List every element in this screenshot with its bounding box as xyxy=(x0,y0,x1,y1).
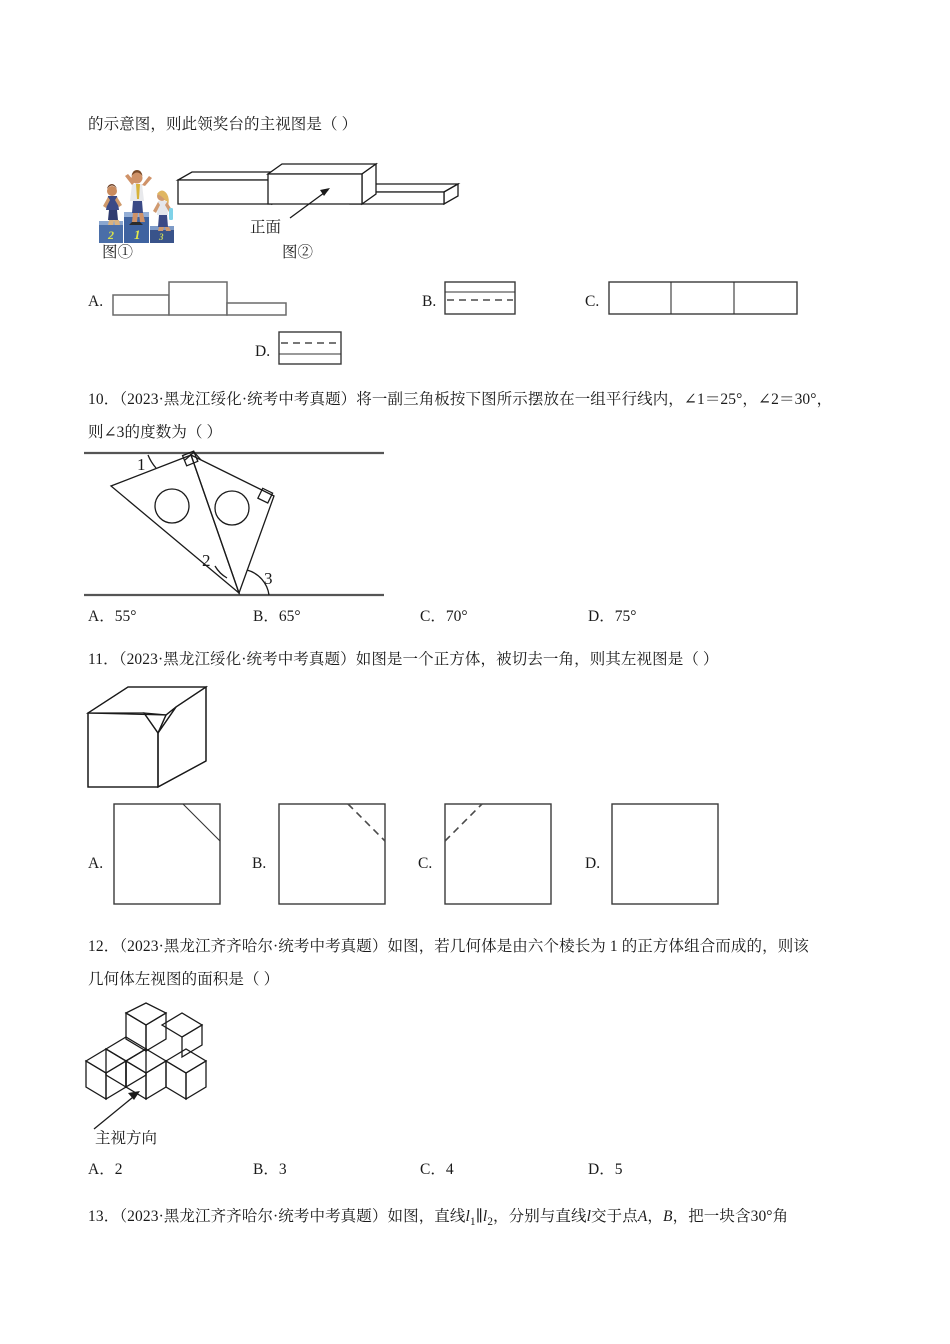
question-10-stem-line2: 则∠3的度数为（ ） xyxy=(88,424,223,441)
q10-option-a[interactable] xyxy=(88,604,136,626)
q13-point-a: A xyxy=(637,1208,648,1225)
q12-source: （2023·黑龙江齐齐哈尔·统考中考真题） xyxy=(119,938,388,955)
q9-option-b-label[interactable]: B. xyxy=(422,293,437,310)
q13-point-b: B xyxy=(663,1208,673,1225)
q11-cut-cube-figure xyxy=(78,683,230,795)
q11-option-a-figure[interactable] xyxy=(113,803,221,905)
q12-option-a-value: 2 xyxy=(114,1161,123,1178)
q10-option-d-key: D． xyxy=(588,608,615,625)
q9-option-c-figure[interactable] xyxy=(608,281,798,315)
q10-source: （2023·黑龙江绥化·统考中考真题） xyxy=(119,391,357,408)
q11-source: （2023·黑龙江绥化·统考中考真题） xyxy=(118,651,356,668)
q12-option-c-key: C． xyxy=(420,1161,446,1178)
svg-text:3: 3 xyxy=(159,232,164,242)
podium-3d-figure xyxy=(172,160,462,222)
q12-option-d-key: D． xyxy=(588,1161,615,1178)
q11-option-c-figure[interactable] xyxy=(444,803,552,905)
q10-option-b[interactable] xyxy=(253,604,301,626)
question-10-stem-line1 xyxy=(88,385,832,415)
question-9-stem: 的示意图，则此领奖台的主视图是（ ） xyxy=(88,116,358,133)
q11-option-c-label[interactable]: C. xyxy=(418,855,433,872)
q13-stem-part3: 交于点 xyxy=(591,1208,638,1225)
q13-stem-part2: ，分别与直线 xyxy=(493,1208,587,1225)
q10-option-a-key: A． xyxy=(88,608,115,625)
q11-stem-text: 如图是一个正方体，被切去一角，则其左视图是（ ） xyxy=(355,651,719,668)
q12-option-d[interactable] xyxy=(588,1157,622,1179)
figure-1-label: 图① xyxy=(102,244,134,261)
q13-source: （2023·黑龙江齐齐哈尔·统考中考真题） xyxy=(119,1208,388,1225)
q9-option-d-figure[interactable] xyxy=(278,331,342,365)
figure-2-label: 图② xyxy=(282,244,314,261)
q10-option-d-value: 75° xyxy=(614,608,637,625)
svg-text:3: 3 xyxy=(264,569,273,588)
q13-line-l1: l xyxy=(465,1208,470,1225)
q12-option-b-value: 3 xyxy=(278,1161,287,1178)
q11-number: 11． xyxy=(88,651,119,668)
q9-option-b-figure[interactable] xyxy=(444,281,516,315)
q10-triangle-rulers-figure xyxy=(84,448,384,600)
q13-line-l2-sub: 2 xyxy=(487,1216,493,1229)
q13-parallel-symbol: ∥ xyxy=(475,1208,483,1225)
q13-stem-part4: ，把一块含30°角 xyxy=(672,1208,789,1225)
q12-option-a-key: A． xyxy=(88,1161,115,1178)
svg-text:2: 2 xyxy=(108,228,114,242)
q11-option-d-figure[interactable] xyxy=(611,803,719,905)
q10-option-d[interactable] xyxy=(588,604,636,626)
question-12-stem-line2: 几何体左视图的面积是（ ） xyxy=(88,971,280,988)
q10-stem-text: 将一副三角板按下图所示摆放在一组平行线内，∠1＝25°，∠2＝30°， xyxy=(356,391,833,408)
q11-option-a-label[interactable]: A. xyxy=(88,855,104,872)
question-11-stem xyxy=(88,645,719,675)
q12-option-c[interactable] xyxy=(420,1157,454,1179)
q10-option-a-value: 55° xyxy=(114,608,137,625)
q9-option-a-label[interactable]: A. xyxy=(88,293,104,310)
q12-option-a[interactable] xyxy=(88,1157,122,1179)
q12-option-b-key: B． xyxy=(253,1161,279,1178)
svg-text:1: 1 xyxy=(137,455,146,474)
svg-text:2: 2 xyxy=(202,551,211,570)
q9-option-c-label[interactable]: C. xyxy=(585,293,600,310)
q12-number: 12． xyxy=(88,938,120,955)
q13-line-l1-sub: 1 xyxy=(469,1216,476,1229)
question-12-stem-line1 xyxy=(88,932,809,962)
q11-option-b-label[interactable]: B. xyxy=(252,855,267,872)
q13-comma: ， xyxy=(647,1208,664,1225)
question-13-stem xyxy=(88,1202,788,1237)
svg-text:1: 1 xyxy=(134,227,141,242)
q10-option-c-key: C． xyxy=(420,608,446,625)
q12-stem-text: 如图，若几何体是由六个棱长为 1 的正方体组合而成的，则该 xyxy=(387,938,809,955)
q10-option-c[interactable] xyxy=(420,604,468,626)
q11-option-d-label[interactable]: D. xyxy=(585,855,601,872)
q13-stem-part1: 如图，直线 xyxy=(387,1208,466,1225)
q12-option-c-value: 4 xyxy=(445,1161,454,1178)
q10-option-b-value: 65° xyxy=(278,608,301,625)
q12-view-direction-label: 主视方向 xyxy=(95,1130,158,1147)
q9-option-a-figure[interactable] xyxy=(112,281,287,317)
q13-number: 13． xyxy=(88,1208,120,1225)
q13-line-l: l xyxy=(586,1208,592,1225)
q10-option-c-value: 70° xyxy=(445,608,468,625)
q10-number: 10． xyxy=(88,391,120,408)
q13-line-l2: l xyxy=(482,1208,488,1225)
front-face-label: 正面 xyxy=(250,219,282,236)
q9-option-d-label[interactable]: D. xyxy=(255,343,271,360)
q10-option-b-key: B． xyxy=(253,608,279,625)
q11-option-b-figure[interactable] xyxy=(278,803,386,905)
athletes-podium-illustration xyxy=(96,158,178,246)
q12-option-d-value: 5 xyxy=(614,1161,623,1178)
q12-option-b[interactable] xyxy=(253,1157,287,1179)
